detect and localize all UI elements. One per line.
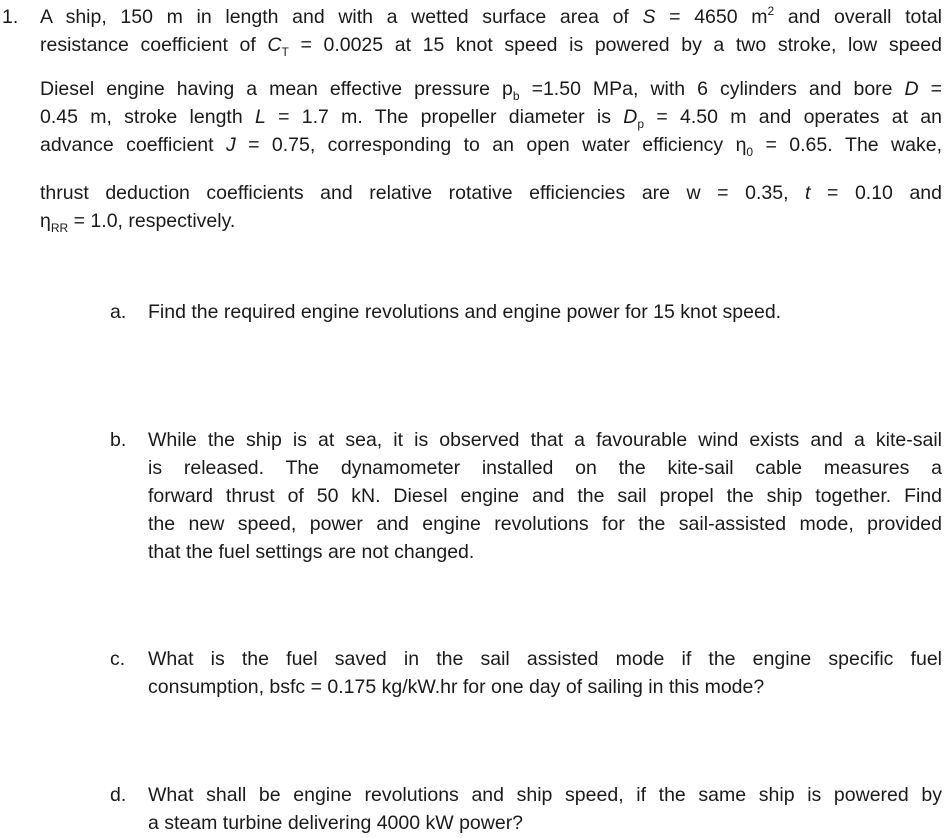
text-line: resistance coefficient of $C_T = 0.0025$ at 15 knot speed is powered by a two stroke, low speed <box>40 34 942 59</box>
sub-question-letter: b. <box>110 429 127 451</box>
text-line: consumption, bsfc = 0.175 kg/kW.hr for one day of sailing in this mode? <box>148 676 765 698</box>
sub-question-text <box>148 781 942 837</box>
text-line: 0.45 m, stroke length L = 1.7 m. The propeller diameter is $D_p = 4.50$ m and operates at an <box>40 106 942 131</box>
text-line: What shall be engine revolutions and ship speed, if the same ship is powered by <box>148 784 942 806</box>
text-line: A ship, 150 m in length and with a wetted surface area of S = 4650 $m^2$ and overall total <box>40 4 942 28</box>
text-line: $\eta_{RR} = 1.0$, respectively. <box>40 210 236 235</box>
text-line: the new speed, power and engine revolutions for the sail-assisted mode, provided <box>148 513 942 535</box>
text-line: advance coefficient J = 0.75, corresponding to an open water efficiency $\eta_0 = 0.65$. The wake, <box>40 134 942 159</box>
text-line: that the fuel settings are not changed. <box>148 541 475 563</box>
problem-paragraph-1 <box>40 3 942 59</box>
problem-paragraph-3 <box>40 179 942 235</box>
sub-question-text <box>148 298 942 326</box>
sub-question-letter: c. <box>110 648 126 670</box>
text-line: Find the required engine revolutions and engine power for 15 knot speed. <box>148 301 782 323</box>
problem-paragraph-2 <box>40 75 942 159</box>
text-line: Diesel engine having a mean effective pressure $p_b =1.50$ MPa, with 6 cylinders and bore D = <box>40 78 943 103</box>
sub-question-letter: d. <box>110 784 127 806</box>
text-line: What is the fuel saved in the sail assisted mode if the engine specific fuel <box>148 648 942 670</box>
text-line: is released. The dynamometer installed on the kite-sail cable measures a <box>148 457 942 479</box>
problem-number: 1. <box>2 6 19 28</box>
sub-question-text <box>148 645 942 701</box>
sub-question-text <box>148 426 942 566</box>
text-line: a steam turbine delivering 4000 kW power? <box>148 812 524 834</box>
sub-question-letter: a. <box>110 301 127 323</box>
text-line: forward thrust of 50 kN. Diesel engine and the sail propel the ship together. Find <box>148 485 942 507</box>
text-line: While the ship is at sea, it is observed that a favourable wind exists and a kite-sail <box>148 429 942 451</box>
text-line: thrust deduction coefficients and relative rotative efficiencies are w = 0.35, t = 0.10 and <box>40 182 942 204</box>
